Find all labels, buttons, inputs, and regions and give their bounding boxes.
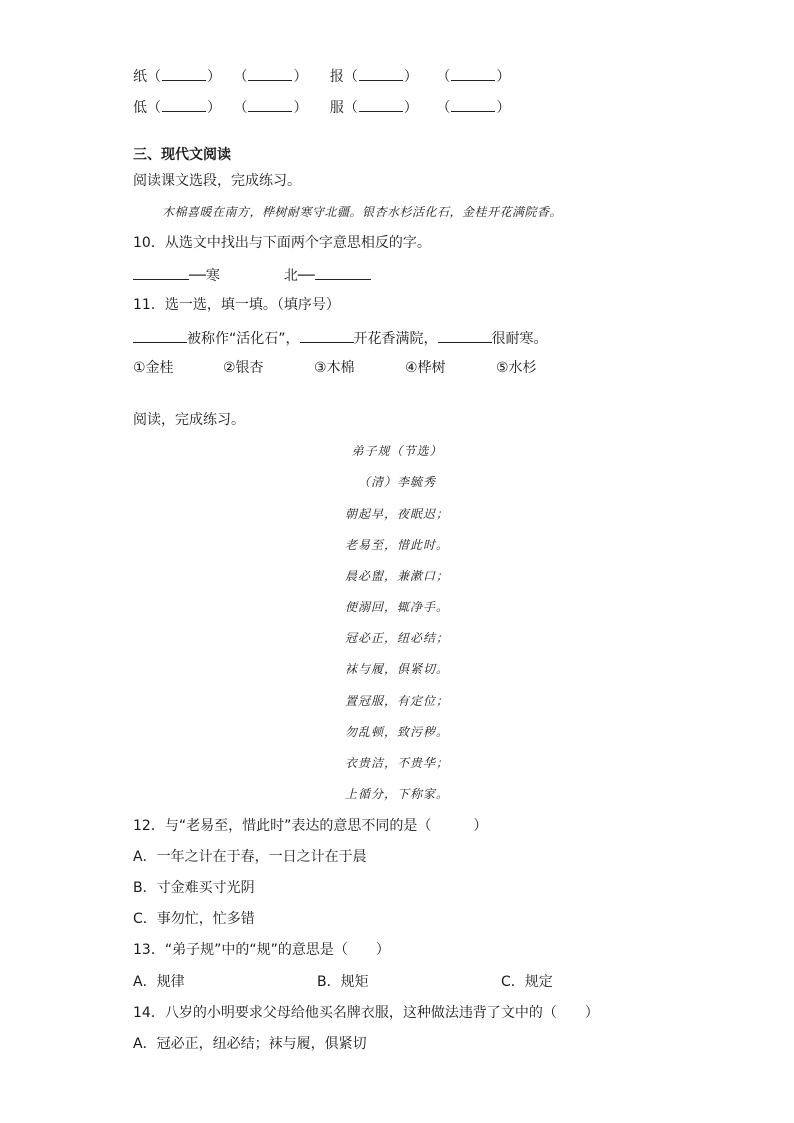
answer-blank[interactable] xyxy=(133,265,189,280)
q14-option-a[interactable]: A．冠必正，纽必结；袜与履，俱紧切 xyxy=(133,1036,367,1052)
section-heading: 三、现代文阅读 xyxy=(133,147,231,163)
char-bao: 报 xyxy=(329,69,344,85)
poem-line: 便溺回，辄净手。 xyxy=(344,600,449,614)
q12-text: 12．与“老易至，惜此时”表达的意思不同的是（ ） xyxy=(133,818,488,834)
reading1-passage: 木棉喜暖在南方，桦树耐寒守北疆。银杏水杉活化石，金桂开花满院香。 xyxy=(162,205,563,219)
q13-option-c[interactable]: C．规定 xyxy=(501,974,553,990)
char-fu: 服 xyxy=(329,100,344,116)
answer-blank[interactable] xyxy=(359,98,403,112)
answer-blank[interactable] xyxy=(451,67,495,81)
option: ②银杏 xyxy=(223,360,264,376)
char-di: 低 xyxy=(133,100,147,116)
option: ③木棉 xyxy=(314,360,355,376)
option: ⑤水杉 xyxy=(496,360,537,376)
poem-title: 弟子规（节选） xyxy=(351,444,443,458)
poem-line: 勿乱顿，致污秽。 xyxy=(344,725,449,739)
answer-blank[interactable] xyxy=(438,328,492,343)
poem-line: 晨必盥，兼漱口； xyxy=(344,569,449,583)
option: ①金桂 xyxy=(133,360,174,376)
answer-blank[interactable] xyxy=(133,328,187,343)
q11-fill: 被称作“活化石”， 开花香满院， 很耐寒。 xyxy=(133,328,548,348)
poem-line: 冠必正，纽必结； xyxy=(344,631,449,645)
answer-blank[interactable] xyxy=(300,328,354,343)
q11-options xyxy=(133,359,537,377)
q14-text: 14．八岁的小明要求父母给他买名牌衣服，这种做法违背了文中的（ ） xyxy=(133,1005,599,1021)
answer-blank[interactable] xyxy=(248,98,292,112)
q13-option-b[interactable]: B．规矩 xyxy=(317,974,369,990)
q13-options xyxy=(133,973,553,991)
q10-blanks xyxy=(133,265,371,285)
q10-text: 10．从选文中找出与下面两个字意思相反的字。 xyxy=(133,235,431,251)
poem-line: 上循分，下称家。 xyxy=(344,787,449,801)
fill-row-1: 纸（ ） （ ） 报（ ） （ ） xyxy=(133,69,511,85)
answer-blank[interactable] xyxy=(451,98,495,112)
poem-line: 衣贵洁，不贵华； xyxy=(344,756,449,770)
option: ④桦树 xyxy=(405,360,446,376)
answer-blank[interactable] xyxy=(248,67,292,81)
reading1-intro: 阅读课文选段，完成练习。 xyxy=(133,173,301,189)
poem-line: 置冠服，有定位； xyxy=(344,694,449,708)
poem-line: 老易至，惜此时。 xyxy=(344,538,449,552)
answer-blank[interactable] xyxy=(162,67,206,81)
q12-option-a[interactable]: A．一年之计在于春，一日之计在于晨 xyxy=(133,849,367,865)
answer-blank[interactable] xyxy=(162,98,206,112)
poem-line: 袜与履，俱紧切。 xyxy=(344,662,449,676)
char-zhi: 纸 xyxy=(133,69,147,85)
q12-option-c[interactable]: C．事勿忙，忙多错 xyxy=(133,911,255,927)
q10-north: 北── xyxy=(283,268,315,284)
fill-row-2: 低（ ） （ ） 服（ ） （ ） xyxy=(133,100,511,116)
q13-text: 13．“弟子规”中的“规”的意思是（ ） xyxy=(133,942,390,958)
answer-blank[interactable] xyxy=(315,265,371,280)
q11-text: 11．选一选，填一填。（填序号） xyxy=(133,297,340,313)
poem-line: 朝起早，夜眠迟； xyxy=(344,507,449,521)
reading2-intro: 阅读，完成练习。 xyxy=(133,412,245,428)
q10-cold: ──寒 xyxy=(189,268,220,284)
poem-author: （清）李毓秀 xyxy=(357,475,436,489)
answer-blank[interactable] xyxy=(359,67,403,81)
q12-option-b[interactable]: B．寸金难买寸光阴 xyxy=(133,880,255,896)
q13-option-a[interactable]: A．规律 xyxy=(133,974,185,990)
